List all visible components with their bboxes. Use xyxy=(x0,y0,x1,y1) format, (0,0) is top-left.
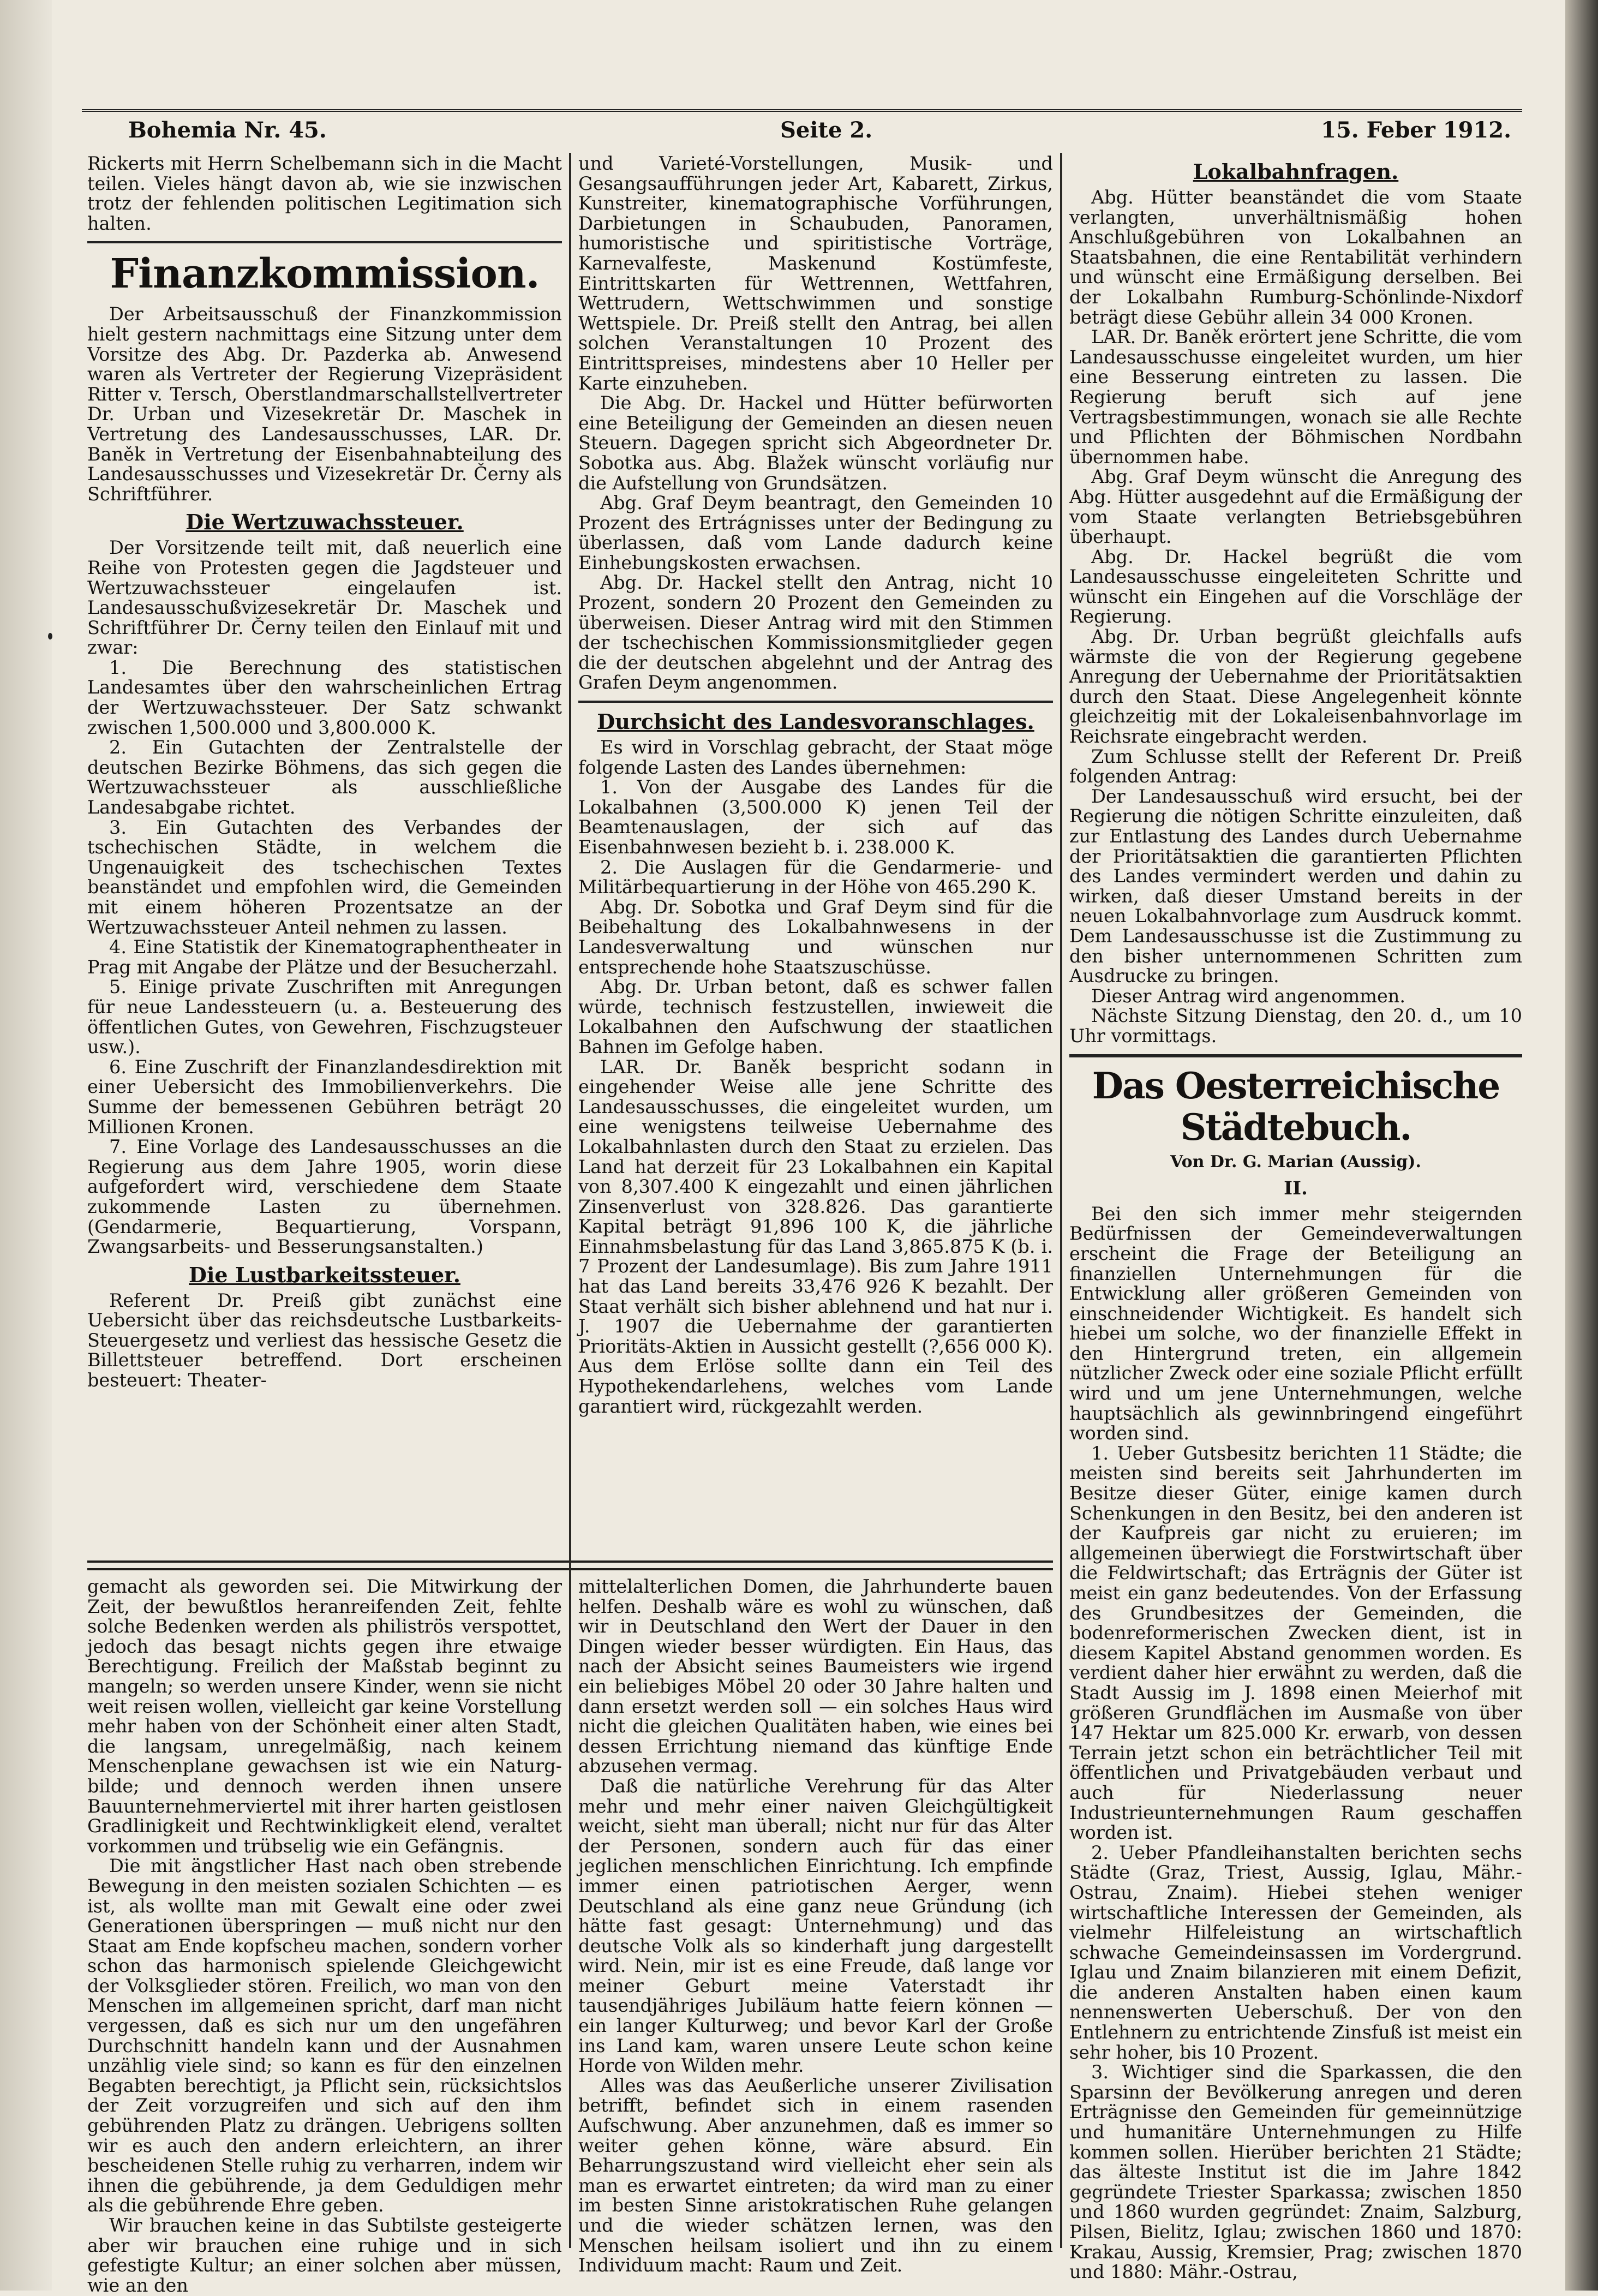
column-2-lower xyxy=(578,1576,1053,2276)
paragraph: und Varieté-Vorstellungen, Musik- und Gesangsaufführungen jeder Art, Kabarett, Zirkus, Kunstreiter, kinematographische Vorführungen, Darbietungen in Schaubuden, Panoramen, humoristische und spiritistische Vorträge, Karnevalfeste, Maskenund Kostümfeste, Eintrittskarten für Wettrennen, Wettfahren, Wettrudern, Wettschwimmen und sonstige Wettspiele. Dr. Preiß stellt den Antrag, bei allen solchen Veranstaltungen 10 Prozent des Eintrittspreises, mindestens aber 10 Heller per Karte einzuheben. xyxy=(578,153,1053,394)
divider xyxy=(87,241,562,243)
paragraph: mittelalterlichen Domen, die Jahrhunderte bauen helfen. Deshalb wäre es wohl zu wünschen, daß wir in Deutschland den Wert der Dauer in den Dingen wieder besser würdigten. Ein Haus, das nach der Absicht seines Baumeisters wie irgend ein beliebiges Möbel 20 oder 30 Jahre halten und dann ersetzt werden soll — ein solches Haus wird nicht die gleichen Qualitäten haben, wie eines bei dessen Errichtung niemand das künftige Ende abzusehen vermag. xyxy=(578,1576,1053,1777)
column-1-lower xyxy=(87,1576,562,2296)
paragraph: LAR. Dr. Baněk bespricht sodann in eingehender Weise alle jene Schritte des Landesausschusses, die eingeleitet wurden, um eine wenigstens teilweise Uebernahme des Lokalbahnlasten durch den Staat zu erzielen. Das Land hat derzeit für 23 Lokalbahnen ein Kapital von 8,307.400 K eingezahlt und einen jährlichen Zinsenverlust von 328.826. Das garantierte Kapital beträgt 91,896 100 K, die jährliche Einnahmsbelastung für das Land 3,865.875 K (b. i. 7 Prozent der Landesumlage). Bis zum Jahre 1911 hat das Land bereits 33,476 926 K bezahlt. Der Staat verhält sich bisher ablehnend und hat nur i. J. 1907 die Uebernahme der garantierten Prioritäts-Aktien in Aussicht gestellt (?,656 000 K). Aus dem Erlöse sollte dann ein Teil des Hypothekendarlehens, welches vom Lande garantiert wird, rückgezahlt werden. xyxy=(578,1056,1053,1417)
list-item: 3. Ein Gutachten des Verbandes der tschechischen Städte, in welchem die Ungenauigkeit des tschechischen Textes beanständet und empfohlen wird, die Gemeinden mit einem höheren Prozentsatze an der Wertzuwachssteuer Anteil nehmen zu lassen. xyxy=(87,816,562,938)
paragraph: Der Landesausschuß wird ersucht, bei der Regierung die nötigen Schritte einzuleiten, daß zur Entlastung des Landes durch Uebernahme der Prioritätsaktien die garantierten Pflichten des Landes vermindert werden und dahin zu wirken, daß dieser Umstand bereits in der neuen Lokalbahnvorlage zum Ausdruck kommt. Dem Landesausschusse ist die Zustimmung zu den bisher unternommenen Schritten zum Ausdrucke zu bringen. xyxy=(1069,785,1522,987)
paragraph: Nächste Sitzung Dienstag, den 20. d., um 10 Uhr vormittags. xyxy=(1069,1005,1522,1047)
article-title-finanzkommission: Finanzkommission. xyxy=(110,250,540,298)
paragraph: LAR. Dr. Baněk erörtert jene Schritte, die vom Landesausschusse eingeleitet wurden, um hier eine Besserung eintreten zu lassen. Die Regierung beruft sich auf jene Vertragsbestimmungen, wonach sie alle Rechte und Pflichten der Böhmischen Nordbahn übernommen habe. xyxy=(1069,326,1522,468)
paragraph: Abg. Hütter beanständet die vom Staate verlangten, unverhältnismäßig hohen Anschlußgebühren von Lokalbahnen an Staatsbahnen, die eine Rentabilität verhindern und wünscht eine Ermäßigung derselben. Bei der Lokalbahn Rumburg-Schönlinde-Nixdorf beträgt diese Gebühr allein 34 000 Kronen. xyxy=(1069,187,1522,328)
list-item: 1. Die Berechnung des statistischen Landesamtes über den wahrscheinlichen Ertrag der Wertzuwachssteuer. Der Satz schwankt zwischen 1,500.000 und 3,800.000 K. xyxy=(87,656,562,738)
header-page-number: Seite 2. xyxy=(780,117,873,143)
paragraph: Abg. Dr. Urban betont, daß es schwer fallen würde, technisch festzustellen, inwieweit die Lokalbahnen den Aufschwung der staatlichen Bahnen im Gefolge haben. xyxy=(578,976,1053,1057)
subheading-lokalbahnfragen: Lokalbahnfragen. xyxy=(1193,159,1399,184)
article-byline: Von Dr. G. Marian (Aussig). xyxy=(1170,1152,1421,1171)
paragraph: Abg. Dr. Hackel begrüßt die vom Landesausschusse eingeleiteten Schritte und wünscht ein Eingehen auf die Vorschläge der Regierung. xyxy=(1069,546,1522,627)
paragraph: Der Vorsitzende teilt mit, daß neuerlich eine Reihe von Protesten gegen die Jagdsteuer und Wertzuwachssteuer eingelaufen ist. Landesausschußvizesekretär Dr. Maschek und Schriftführer Dr. Černy teilen den Einlauf mit und zwar: xyxy=(87,537,562,659)
paragraph: Alles was das Aeußerliche unserer Zivilisation betrifft, befindet sich in einem rasenden Aufschwung. Aber anzunehmen, daß es immer so weiter gehen könne, wäre absurd. Ein Beharrungszustand wird vielleicht eher sein als man es erwartet eintreten; da wird man zu einer im besten Sinne aristokratischen Ruhe gelangen und die wieder schätzen lernen, was den Menschen heilsam isoliert und ihn zu einem Individuum macht: Raum und Zeit. xyxy=(578,2074,1053,2276)
paragraph: Es wird in Vorschlag gebracht, der Staat möge folgende Lasten des Landes übernehmen: xyxy=(578,737,1053,778)
paragraph: Dieser Antrag wird angenommen. xyxy=(1091,985,1406,1007)
paragraph: Die Abg. Dr. Hackel und Hütter befürworten eine Beteiligung der Gemeinden an diesen neuen Steuern. Dagegen spricht sich Abgeordneter Dr. Sobotka aus. Abg. Blažek wünscht vorläufig nur die Aufstellung von Grundsätzen. xyxy=(578,392,1053,494)
scan-margin-right xyxy=(1565,0,1598,2291)
article-title-staedtebuch: Das Oesterreichische Städtebuch. xyxy=(1092,1064,1500,1149)
column-2-upper xyxy=(578,154,1053,1551)
column-separator xyxy=(1060,153,1062,2248)
page-header xyxy=(82,55,1522,143)
paragraph: Zum Schlusse stellt der Referent Dr. Preiß folgenden Antrag: xyxy=(1069,745,1522,787)
divider xyxy=(1069,1054,1522,1057)
paragraph: 2. Ueber Pfandleihanstalten berichten sechs Städte (Graz, Triest, Aussig, Iglau, Mähr.-Ostrau, Znaim). Hiebei stehen weniger wirtschaftliche Interessen der Gemeinden, als vielmehr Hilfeleistung an wirtschaftlich schwache Gemeindeinsassen im Vordergrund. Iglau und Znaim bilanzieren mit einem Defizit, die anderen Anstalten haben einen kaum nennenswerten Ueberschuß. Der von den Entlehnern zu entrichtende Zinsfuß ist meist ein sehr hoher, bis 10 Prozent. xyxy=(1069,1841,1522,2063)
paragraph: Wir brauchen keine in das Subtilste gesteigerte aber wir brauchen eine ruhige und in sich gefestigte Kultur; an einer solchen aber müssen, wie an den xyxy=(87,2215,562,2296)
column-separator xyxy=(569,153,571,2248)
list-item: 7. Eine Vorlage des Landesausschusses an die Regierung aus dem Jahre 1905, worin diese aufgefordert wird, verschiedene dem Staate zukommende Lasten zu übernehmen. (Gendarmerie, Bequartierung, Vorspann, Zwangsarbeits- und Besserungsanstalten.) xyxy=(87,1136,562,1258)
list-item: 6. Eine Zuschrift der Finanzlandesdirektion mit einer Uebersicht des Immobilienverkehrs. Die Summe der bemessenen Gebühren beträgt 20 Millionen Kronen. xyxy=(87,1056,562,1138)
subheading-wertzuwachssteuer: Die Wertzuwachssteuer. xyxy=(185,510,464,535)
divider xyxy=(578,701,1053,703)
column-1-upper xyxy=(87,154,562,1551)
paragraph: Abg. Dr. Hackel stellt den Antrag, nicht 10 Prozent, sondern 20 Prozent den Gemeinden zu überweisen. Dieser Antrag wird mit den Stimmen der tschechischen Kommissionsmitglieder gegen die der deutschen abgelehnt und der Antrag des Grafen Deym angenommen. xyxy=(578,572,1053,693)
newspaper-page xyxy=(82,55,1522,2296)
paragraph: 2. Die Auslagen für die Gendarmerie- und Militärbequartierung in der Höhe von 465.290 K. xyxy=(578,856,1053,898)
subheading-lustbarkeitssteuer: Die Lustbarkeitssteuer. xyxy=(189,1262,460,1287)
paragraph: Daß die natürliche Verehrung für das Alter mehr und mehr einer naiven Gleichgültigkeit weicht, sieht man überall; nicht nur für das Alter der Personen, sondern auch für das einer jeglichen menschlichen Einrichtung. Ich empfinde immer einen patriotischen Aerger, wenn Deutschland als eine ganz neue Gründung (ich hätte fast gesagt: Unternehmung) und das deutsche Volk als so kinderhaft jung dargestellt wird. Nein, mir ist es eine Freude, daß lange vor meiner Geburt meine Vaterstadt ihr tausendjähriges Jubiläum hatte feiern können — ein langer Kulturweg; und bevor Karl der Große ins Land kam, waren unsere Leute schon keine Horde von Wilden mehr. xyxy=(578,1775,1053,2077)
paragraph: Die mit ängstlicher Hast nach oben strebende Bewegung in den meisten sozialen Schichten — es ist, als wollte man mit Gewalt eine oder zwei Generationen überspringen — muß nicht nur den Staat am Ende kopfscheu machen, sondern vorher schon das harmonisch spielende Gleichgewicht der Volksglieder stören. Freilich, wo man von den Menschen im allgemeinen spricht, darf man nicht vergessen, daß es sich nur um den ungefähren Durchschnitt handeln kann und der Ausnahmen unzählig viele sind; so kann es für den einzelnen Begabten berechtigt, ja Pflicht sein, rücksichtslos der Zeit vorzugreifen und sich auf den ihm gebührenden Platz zu drängen. Uebrigens sollten wir es auch den andern erleichtern, an ihrer bescheidenen Stelle ruhig zu verharren, indem wir ihnen die gebührende, ja dem Geduldigen mehr als die gebührende Ehre geben. xyxy=(87,1855,562,2216)
header-date: 15. Feber 1912. xyxy=(1321,117,1511,143)
paragraph: 1. Von der Ausgabe des Landes für die Lokalbahnen (3,500.000 K) jenen Teil der Beamtenauslagen, der sich auf das Eisenbahnwesen bezieht b. i. 238.000 K. xyxy=(578,776,1053,858)
paragraph: 1. Ueber Gutsbesitz berichten 11 Städte; die meisten sind bereits seit Jahrhunderten im Besitze dieser Güter, einige kamen durch Schenkungen in den Besitz, bei den anderen ist der Kaufpreis gar nicht zu eruieren; im allgemeinen überwiegt die Forstwirtschaft über die Feldwirtschaft; das Erträgnis der Güter ist meist ein ganz bedeutendes. Von der Erfassung des Grundbesitzes der Gemeinden, die bodenreformerischen Zwecken dient, ist in diesem Kapitel Abstand genommen worden. Es verdient daher hier erwähnt zu werden, daß die Stadt Aussig im J. 1898 einen Meierhof mit größeren Grundflächen im Ausmaße von über 147 Hektar um 825.000 Kr. erwarb, von dessen Terrain jetzt schon ein beträchtlicher Teil mit öffentlichen und Privatgebäuden verbaut und auch für Niederlassung neuer Industrieunternehmungen Raum geschaffen worden ist. xyxy=(1069,1442,1522,1844)
scan-margin-left xyxy=(0,0,52,2291)
paragraph: gemacht als geworden sei. Die Mitwirkung der Zeit, der bewußtlos heranreifenden Zeit, fehlte solche Bedenken werden als philiströs verspottet, jedoch das besagt nichts gegen ihre etwaige Berechtigung. Freilich der Maßstab beginnt zu mangeln; so werden unsere Kinder, wenn sie nicht weit reisen wollen, vielleicht gar keine Vorstellung mehr haben von der Schönheit einer alten Stadt, die langsam, unregelmäßig, nach keinem Menschenplane gewachsen ist wie ein Naturg-bilde; und dennoch werden ihnen unsere Bauunternehmerviertel mit ihrer harten geistlosen Gradlinigkeit und Rechtwinkligkeit elend, veraltet vorkommen und trübselig wie ein Gefängnis. xyxy=(87,1576,562,1857)
paragraph: Abg. Graf Deym wünscht die Anregung des Abg. Hütter ausgedehnt auf die Ermäßigung der vom Staate verlangten Betriebsgebühren überhaupt. xyxy=(1069,466,1522,548)
paragraph: Der Arbeitsausschuß der Finanzkommission hielt gestern nachmittags eine Sitzung unter dem Vorsitze des Abg. Dr. Pazderka ab. Anwesend waren als Vertreter der Regierung Vizepräsident Ritter v. Tersch, Oberstlandmarschallstellvertreter Dr. Urban und Vizesekretär Dr. Maschek in Vertretung des Landesausschusses, LAR. Dr. Baněk in Vertretung der Eisenbahnabteilung des Landesausschusses und Vizesekretär Dr. Černy als Schriftführer. xyxy=(87,303,562,505)
carryover-text: Rickerts mit Herrn Schelbemann sich in die Macht teilen. Vieles hängt davon ab, wie sie inzwischen trotz der fehlenden politischen Legitimation sich halten. xyxy=(87,153,562,234)
list-item: 2. Ein Gutachten der Zentralstelle der deutschen Bezirke Böhmens, das sich gegen die Wertzuwachssteuer als ausschließliche Landesabgabe richtet. xyxy=(87,737,562,818)
paragraph: Abg. Dr. Sobotka und Graf Deym sind für die Beibehaltung des Lokalbahnwesens in der Landesverwaltung und wünschen nur entsprechende hohe Staatszuschüsse. xyxy=(578,896,1053,978)
paragraph: 3. Wichtiger sind die Sparkassen, die den Sparsinn der Bevölkerung anregen und deren Erträgnisse den Gemeinden für gemeinnützige und humanitäre Unternehmungen zu Hilfe kommen sollen. Hierüber berichten 21 Städte; das älteste Institut ist die im Jahre 1842 gegründete Triester Sparkassa; zwischen 1850 und 1860 wurden gegründet: Znaim, Salzburg, Pilsen, Bielitz, Iglau; zwischen 1860 und 1870: Krakau, Aussig, Kremsier, Prag; zwischen 1870 und 1880: Mähr.-Ostrau, xyxy=(1069,2061,1522,2283)
header-left: Bohemia Nr. 45. xyxy=(128,117,327,143)
paragraph: Abg. Dr. Urban begrüßt gleichfalls aufs wärmste die von der Regierung gegebene Anregung der Uebernahme der Prioritätsaktien durch den Staat. Diese Angelegenheit könnte gleichzeitig mit der Lokaleisenbahnvorlage im Reichsrate eingebracht werden. xyxy=(1069,626,1522,748)
paragraph: Referent Dr. Preiß gibt zunächst eine Uebersicht über das reichsdeutsche Lustbarkeits-Steuergesetz und verliest das hessische Gesetz die Billettsteuer betreffend. Dort erscheinen besteuert: Theater- xyxy=(87,1289,562,1391)
section-number: II. xyxy=(1284,1177,1308,1200)
list-item: 5. Einige private Zuschriften mit Anregungen für neue Landessteuern (u. a. Besteuerung des öffentlichen Gutes, von Gewehren, Fischzugsteuer usw.). xyxy=(87,976,562,1058)
list-item: 4. Eine Statistik der Kinematographentheater in Prag mit Angabe der Plätze und der Besucherzahl. xyxy=(87,936,562,978)
column-3 xyxy=(1069,154,1522,2283)
subheading-landesvoranschlag: Durchsicht des Landesvoranschlages. xyxy=(597,709,1034,734)
ink-spot xyxy=(48,633,52,639)
paragraph: Abg. Graf Deym beantragt, den Gemeinden 10 Prozent des Ertrágnisses unter der Bedingung zu überlassen, daß vom Lande dadurch keine Einhebungskosten erwachsen. xyxy=(578,492,1053,573)
paragraph: Bei den sich immer mehr steigernden Bedürfnissen der Gemeindeverwaltungen erscheint die Frage der Beteiligung an finanziellen Unternehmungen für die Entwicklung aller größeren Gemeinden von einschneidender Wichtigkeit. Es handelt sich hiebei um solche, wo der finanzielle Effekt in den Hintergrund treten, ein allgemein nützlicher Zweck oder eine soziale Pflicht erfüllt wird und um jene Unternehmungen, welche hauptsächlich als gewinnbringend eingeführt worden sind. xyxy=(1069,1203,1522,1444)
